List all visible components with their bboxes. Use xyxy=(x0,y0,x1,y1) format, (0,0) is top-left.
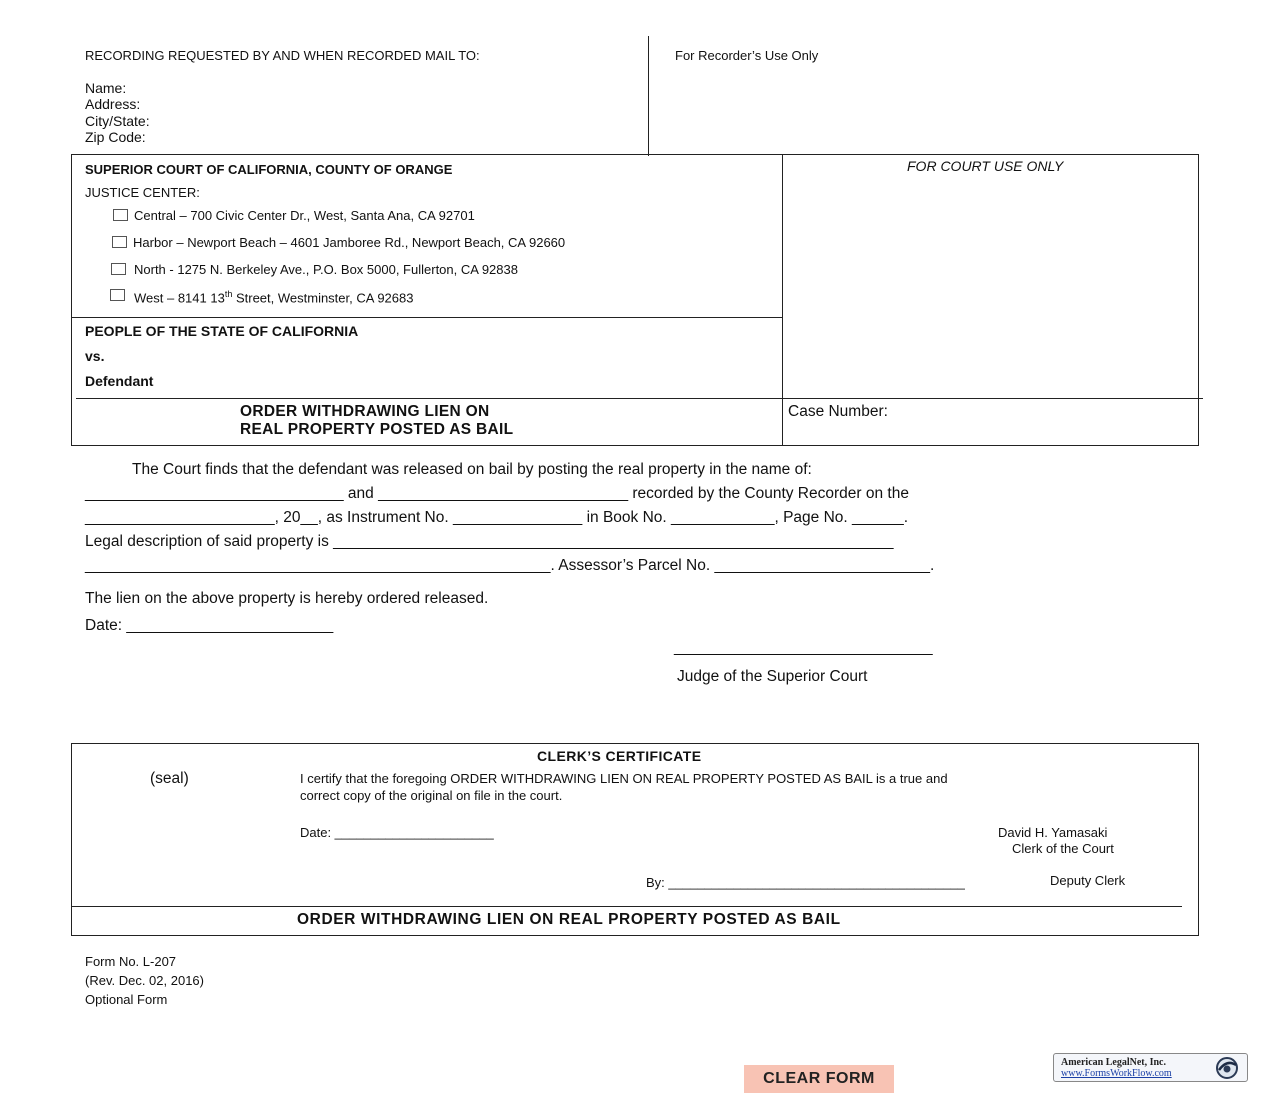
west-center-label: West – 8141 13th Street, Westminster, CA 92683 xyxy=(134,289,414,306)
zip-code-field[interactable] xyxy=(168,129,625,145)
clerk-footer-divider xyxy=(71,906,1182,907)
clerk-box-top-border xyxy=(71,743,1199,744)
clerk-certificate-heading: CLERK’S CERTIFICATE xyxy=(537,748,702,764)
judge-title: Judge of the Superior Court xyxy=(677,668,868,685)
body-line-3: ______________________, 20__, as Instrument No. _______________ in Book No. ____________, Page No. ______. xyxy=(85,509,909,526)
recording-divider xyxy=(648,36,649,156)
defendant-label: Defendant xyxy=(85,373,154,389)
american-legalnet-logo[interactable] xyxy=(1053,1053,1248,1082)
form-revision: (Rev. Dec. 02, 2016) xyxy=(85,973,204,988)
order-title-line2: REAL PROPERTY POSTED AS BAIL xyxy=(240,421,514,438)
justice-center-label: JUSTICE CENTER: xyxy=(85,185,200,200)
clerk-title: Clerk of the Court xyxy=(1012,841,1114,856)
harbor-center-label: Harbor – Newport Beach – 4601 Jamboree Rd., Newport Beach, CA 92660 xyxy=(133,235,566,250)
logo-url[interactable]: www.FormsWorkFlow.com xyxy=(1061,1068,1172,1079)
city-state-label: City/State: xyxy=(85,113,150,129)
certify-text-line2: correct copy of the original on file in the court. xyxy=(300,788,563,803)
name-label: Name: xyxy=(85,80,127,96)
caption-left-border xyxy=(71,154,72,446)
title-row-divider xyxy=(76,398,1203,399)
body-line-5: ______________________________________________________. Assessor’s Parcel No. _________________________. xyxy=(85,557,935,574)
caption-bottom-border xyxy=(71,445,1199,446)
clerk-box-left-border xyxy=(71,743,72,936)
name-field[interactable] xyxy=(145,80,625,96)
defendant-field[interactable] xyxy=(180,373,760,389)
court-name: SUPERIOR COURT OF CALIFORNIA, COUNTY OF ORANGE xyxy=(85,162,453,177)
deputy-signature-line: By: _________________________________________ xyxy=(646,875,965,890)
judge-signature-line: ______________________________ xyxy=(674,639,933,656)
order-date-line: Date: ________________________ xyxy=(85,617,334,634)
plaintiff-name: PEOPLE OF THE STATE OF CALIFORNIA xyxy=(85,323,359,339)
case-number-label: Case Number: xyxy=(788,403,888,420)
versus-label: vs. xyxy=(85,348,105,364)
court-parties-divider xyxy=(71,317,782,318)
west-checkbox[interactable] xyxy=(110,289,125,301)
address-field[interactable] xyxy=(160,96,625,112)
court-use-label: FOR COURT USE ONLY xyxy=(907,158,1064,174)
logo-company-name: American LegalNet, Inc. xyxy=(1061,1057,1166,1068)
north-center-label: North - 1275 N. Berkeley Ave., P.O. Box 5000, Fullerton, CA 92838 xyxy=(134,262,518,277)
body-line-1: The Court finds that the defendant was released on bail by posting the real property in the name of: xyxy=(132,461,812,478)
body-line-4: Legal description of said property is _________________________________________________________________ xyxy=(85,533,894,550)
case-number-field[interactable] xyxy=(792,422,1187,438)
clerk-name: David H. Yamasaki xyxy=(998,825,1108,840)
zip-code-label: Zip Code: xyxy=(85,129,146,145)
seal-label: (seal) xyxy=(150,770,189,787)
release-statement: The lien on the above property is hereby ordered released. xyxy=(85,590,489,607)
address-label: Address: xyxy=(85,96,141,112)
harbor-checkbox[interactable] xyxy=(112,236,127,248)
city-state-field[interactable] xyxy=(172,113,625,129)
footer-form-title: ORDER WITHDRAWING LIEN ON REAL PROPERTY POSTED AS BAIL xyxy=(297,911,841,928)
clear-form-button[interactable]: CLEAR FORM xyxy=(744,1065,894,1093)
deputy-clerk-label: Deputy Clerk xyxy=(1050,873,1126,888)
globe-icon xyxy=(1210,1056,1244,1080)
form-number: Form No. L-207 xyxy=(85,954,177,969)
caption-center-divider xyxy=(782,154,783,445)
central-checkbox[interactable] xyxy=(113,209,128,221)
clerk-box-bottom-border xyxy=(71,935,1199,936)
caption-right-border xyxy=(1198,154,1199,446)
order-title-line1: ORDER WITHDRAWING LIEN ON xyxy=(240,403,490,420)
recording-header: RECORDING REQUESTED BY AND WHEN RECORDED MAIL TO: xyxy=(85,48,480,63)
form-optional: Optional Form xyxy=(85,992,168,1007)
caption-top-border xyxy=(71,154,1199,155)
clerk-date-line: Date: ______________________ xyxy=(300,825,494,840)
north-checkbox[interactable] xyxy=(111,263,126,275)
recorder-use-label: For Recorder’s Use Only xyxy=(675,48,819,63)
certify-text-line1: I certify that the foregoing ORDER WITHDRAWING LIEN ON REAL PROPERTY POSTED AS BAIL is a true and xyxy=(300,771,948,786)
clerk-box-right-border xyxy=(1198,743,1199,936)
body-line-2: ______________________________ and _____________________________ recorded by the County Recorder on the xyxy=(85,485,909,502)
central-center-label: Central – 700 Civic Center Dr., West, Santa Ana, CA 92701 xyxy=(134,208,475,223)
